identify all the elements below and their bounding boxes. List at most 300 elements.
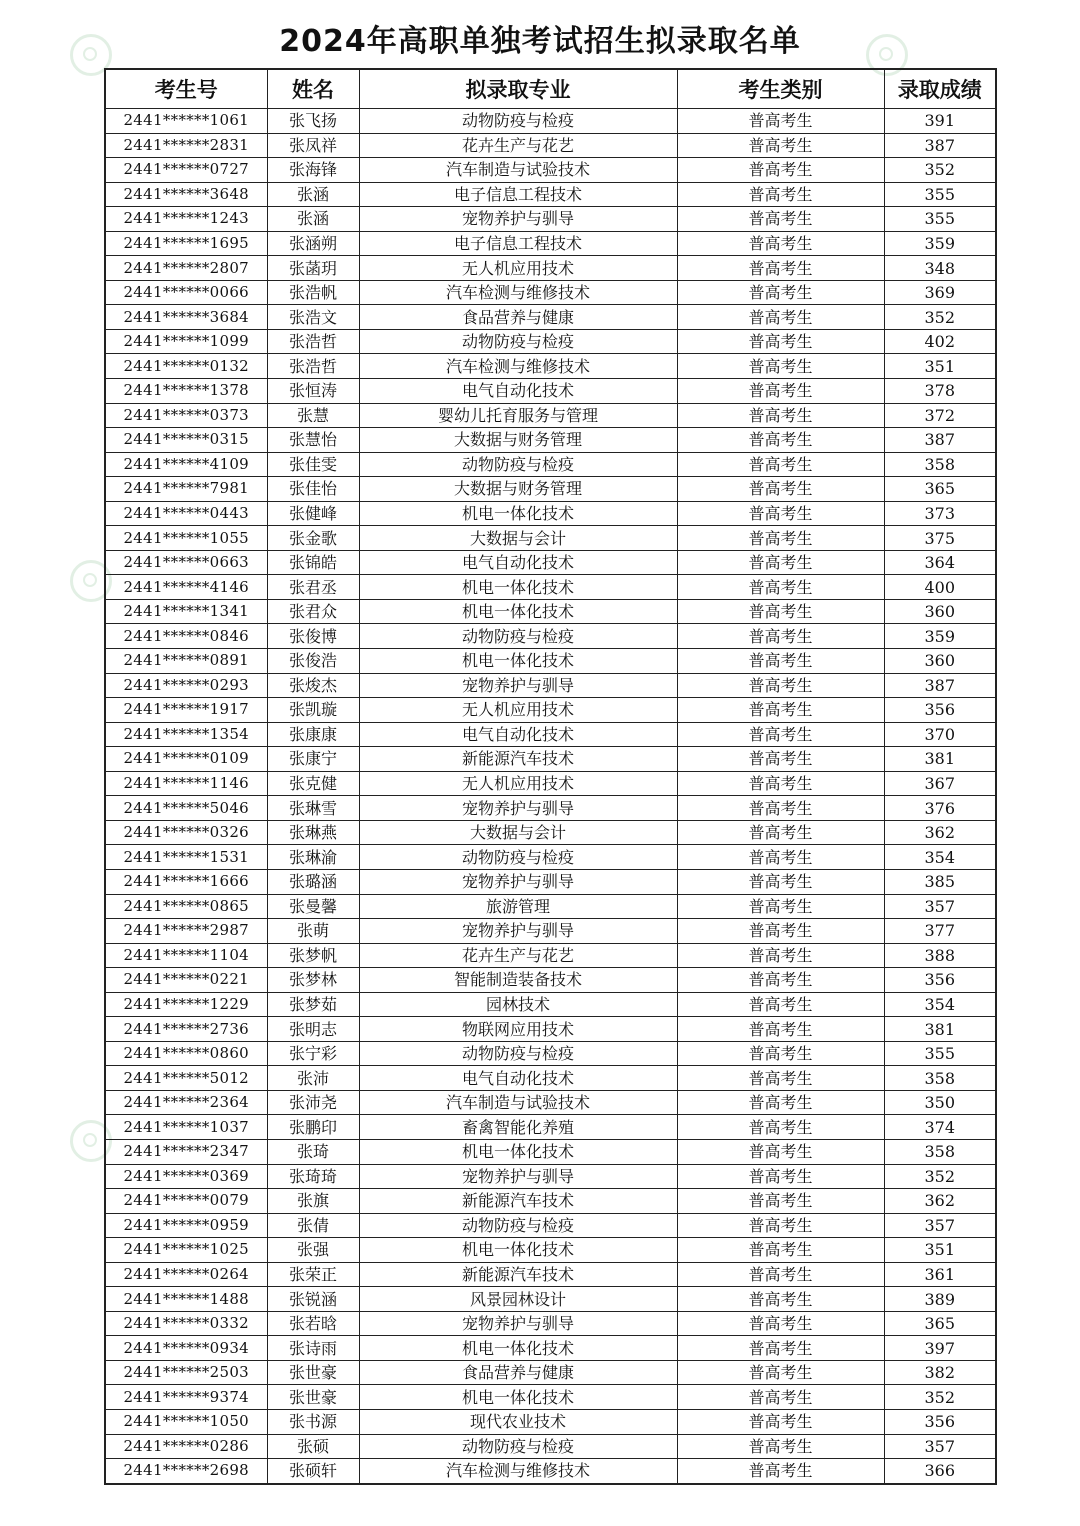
cell-score: 356: [884, 968, 996, 993]
cell-major: 电子信息工程技术: [359, 231, 677, 256]
table-row: [105, 280, 996, 305]
cell-score: 364: [884, 550, 996, 575]
column-header-category: 考生类别: [677, 69, 884, 109]
cell-name: 张涵朔: [267, 231, 359, 256]
cell-category: 普高考生: [677, 1385, 884, 1410]
table-row: [105, 1115, 996, 1140]
cell-score: 365: [884, 1311, 996, 1336]
cell-category: 普高考生: [677, 820, 884, 845]
cell-name: 张佳雯: [267, 452, 359, 477]
table-row: [105, 550, 996, 575]
cell-major: 食品营养与健康: [359, 1360, 677, 1385]
cell-category: 普高考生: [677, 1409, 884, 1434]
cell-major: 宠物养护与驯导: [359, 1311, 677, 1336]
cell-name: 张菡玥: [267, 256, 359, 281]
cell-exam-id: 2441******1037: [105, 1115, 267, 1140]
cell-category: 普高考生: [677, 354, 884, 379]
cell-name: 张飞扬: [267, 109, 359, 134]
table-row: [105, 771, 996, 796]
cell-major: 动物防疫与检疫: [359, 1041, 677, 1066]
cell-category: 普高考生: [677, 747, 884, 772]
cell-score: 402: [884, 329, 996, 354]
cell-name: 张海锋: [267, 158, 359, 183]
cell-category: 普高考生: [677, 796, 884, 821]
cell-name: 张锐涵: [267, 1287, 359, 1312]
cell-name: 张沛: [267, 1066, 359, 1091]
cell-name: 张焌杰: [267, 673, 359, 698]
table-row: [105, 722, 996, 747]
cell-score: 352: [884, 1385, 996, 1410]
cell-name: 张曼馨: [267, 894, 359, 919]
cell-category: 普高考生: [677, 305, 884, 330]
cell-major: 汽车检测与维修技术: [359, 280, 677, 305]
cell-score: 362: [884, 1189, 996, 1214]
cell-name: 张琦琦: [267, 1164, 359, 1189]
cell-exam-id: 2441******4109: [105, 452, 267, 477]
cell-score: 378: [884, 379, 996, 404]
admission-list-table: [104, 68, 997, 1485]
cell-name: 张涵: [267, 182, 359, 207]
cell-major: 机电一体化技术: [359, 575, 677, 600]
cell-exam-id: 2441******2807: [105, 256, 267, 281]
cell-name: 张君众: [267, 599, 359, 624]
cell-name: 张慧怡: [267, 428, 359, 453]
cell-exam-id: 2441******1229: [105, 992, 267, 1017]
cell-exam-id: 2441******5046: [105, 796, 267, 821]
cell-name: 张君丞: [267, 575, 359, 600]
cell-name: 张浩文: [267, 305, 359, 330]
cell-name: 张鹏印: [267, 1115, 359, 1140]
table-row: [105, 1360, 996, 1385]
cell-category: 普高考生: [677, 1017, 884, 1042]
table-row: [105, 231, 996, 256]
cell-exam-id: 2441******0293: [105, 673, 267, 698]
cell-name: 张浩哲: [267, 329, 359, 354]
table-row: [105, 747, 996, 772]
table-row: [105, 1287, 996, 1312]
cell-score: 359: [884, 624, 996, 649]
cell-name: 张琦: [267, 1139, 359, 1164]
cell-score: 367: [884, 771, 996, 796]
cell-major: 大数据与财务管理: [359, 428, 677, 453]
cell-exam-id: 2441******3648: [105, 182, 267, 207]
cell-score: 391: [884, 109, 996, 134]
cell-exam-id: 2441******0846: [105, 624, 267, 649]
cell-score: 388: [884, 943, 996, 968]
cell-major: 汽车检测与维修技术: [359, 354, 677, 379]
cell-score: 366: [884, 1459, 996, 1484]
cell-score: 387: [884, 673, 996, 698]
cell-category: 普高考生: [677, 1090, 884, 1115]
table-row: [105, 452, 996, 477]
table-row: [105, 354, 996, 379]
cell-score: 352: [884, 158, 996, 183]
cell-major: 电气自动化技术: [359, 722, 677, 747]
cell-category: 普高考生: [677, 1459, 884, 1484]
cell-score: 355: [884, 207, 996, 232]
table-row: [105, 992, 996, 1017]
cell-name: 张浩哲: [267, 354, 359, 379]
table-row: [105, 207, 996, 232]
cell-score: 359: [884, 231, 996, 256]
table-row: [105, 599, 996, 624]
cell-score: 385: [884, 869, 996, 894]
cell-exam-id: 2441******0332: [105, 1311, 267, 1336]
cell-category: 普高考生: [677, 968, 884, 993]
cell-score: 358: [884, 1066, 996, 1091]
cell-major: 无人机应用技术: [359, 256, 677, 281]
cell-name: 张梦茹: [267, 992, 359, 1017]
cell-score: 358: [884, 1139, 996, 1164]
table-row: [105, 943, 996, 968]
cell-major: 新能源汽车技术: [359, 747, 677, 772]
cell-major: 花卉生产与花艺: [359, 943, 677, 968]
cell-major: 动物防疫与检疫: [359, 329, 677, 354]
cell-category: 普高考生: [677, 1311, 884, 1336]
cell-name: 张若晗: [267, 1311, 359, 1336]
cell-exam-id: 2441******5012: [105, 1066, 267, 1091]
table-row: [105, 1189, 996, 1214]
cell-major: 电子信息工程技术: [359, 182, 677, 207]
cell-exam-id: 2441******1146: [105, 771, 267, 796]
cell-major: 物联网应用技术: [359, 1017, 677, 1042]
cell-major: 电气自动化技术: [359, 379, 677, 404]
cell-exam-id: 2441******1243: [105, 207, 267, 232]
cell-score: 376: [884, 796, 996, 821]
cell-score: 360: [884, 649, 996, 674]
table-row: [105, 305, 996, 330]
cell-major: 现代农业技术: [359, 1409, 677, 1434]
table-row: [105, 182, 996, 207]
cell-major: 新能源汽车技术: [359, 1262, 677, 1287]
cell-name: 张康宁: [267, 747, 359, 772]
table-row: [105, 649, 996, 674]
cell-name: 张俊浩: [267, 649, 359, 674]
cell-name: 张浩帆: [267, 280, 359, 305]
cell-score: 355: [884, 1041, 996, 1066]
table-row: [105, 575, 996, 600]
cell-major: 动物防疫与检疫: [359, 109, 677, 134]
cell-score: 350: [884, 1090, 996, 1115]
cell-name: 张硕轩: [267, 1459, 359, 1484]
cell-exam-id: 2441******0326: [105, 820, 267, 845]
cell-score: 381: [884, 1017, 996, 1042]
table-row: [105, 1385, 996, 1410]
cell-score: 373: [884, 501, 996, 526]
cell-score: 352: [884, 305, 996, 330]
cell-category: 普高考生: [677, 869, 884, 894]
cell-major: 大数据与会计: [359, 820, 677, 845]
cell-major: 大数据与会计: [359, 526, 677, 551]
cell-exam-id: 2441******1666: [105, 869, 267, 894]
cell-score: 362: [884, 820, 996, 845]
cell-major: 大数据与财务管理: [359, 477, 677, 502]
cell-category: 普高考生: [677, 428, 884, 453]
cell-major: 畜禽智能化养殖: [359, 1115, 677, 1140]
cell-exam-id: 2441******1050: [105, 1409, 267, 1434]
cell-major: 智能制造装备技术: [359, 968, 677, 993]
table-row: [105, 968, 996, 993]
cell-name: 张萌: [267, 919, 359, 944]
cell-name: 张宁彩: [267, 1041, 359, 1066]
cell-category: 普高考生: [677, 771, 884, 796]
cell-exam-id: 2441******2831: [105, 133, 267, 158]
cell-score: 354: [884, 845, 996, 870]
cell-score: 400: [884, 575, 996, 600]
table-row: [105, 1311, 996, 1336]
cell-name: 张荣正: [267, 1262, 359, 1287]
cell-exam-id: 2441******0443: [105, 501, 267, 526]
cell-category: 普高考生: [677, 550, 884, 575]
cell-score: 360: [884, 599, 996, 624]
cell-major: 花卉生产与花艺: [359, 133, 677, 158]
admission-list-table-container: [104, 68, 995, 1485]
cell-category: 普高考生: [677, 673, 884, 698]
cell-category: 普高考生: [677, 1115, 884, 1140]
cell-score: 369: [884, 280, 996, 305]
cell-major: 婴幼儿托育服务与管理: [359, 403, 677, 428]
cell-exam-id: 2441******1378: [105, 379, 267, 404]
cell-major: 机电一体化技术: [359, 599, 677, 624]
table-row: [105, 919, 996, 944]
cell-name: 张涵: [267, 207, 359, 232]
cell-major: 宠物养护与驯导: [359, 673, 677, 698]
cell-category: 普高考生: [677, 109, 884, 134]
cell-name: 张世豪: [267, 1360, 359, 1385]
cell-major: 宠物养护与驯导: [359, 796, 677, 821]
cell-exam-id: 2441******1531: [105, 845, 267, 870]
table-header-row: [105, 69, 996, 109]
table-row: [105, 403, 996, 428]
cell-score: 351: [884, 354, 996, 379]
cell-category: 普高考生: [677, 698, 884, 723]
cell-major: 动物防疫与检疫: [359, 452, 677, 477]
cell-major: 机电一体化技术: [359, 1336, 677, 1361]
cell-name: 张慧: [267, 403, 359, 428]
cell-name: 张健峰: [267, 501, 359, 526]
cell-category: 普高考生: [677, 1041, 884, 1066]
table-row: [105, 1164, 996, 1189]
cell-exam-id: 2441******2987: [105, 919, 267, 944]
cell-name: 张沛尧: [267, 1090, 359, 1115]
table-row: [105, 501, 996, 526]
cell-category: 普高考生: [677, 1262, 884, 1287]
cell-major: 宠物养护与驯导: [359, 207, 677, 232]
table-row: [105, 109, 996, 134]
cell-name: 张倩: [267, 1213, 359, 1238]
table-row: [105, 673, 996, 698]
table-row: [105, 869, 996, 894]
cell-major: 汽车制造与试验技术: [359, 158, 677, 183]
cell-exam-id: 2441******1341: [105, 599, 267, 624]
cell-category: 普高考生: [677, 403, 884, 428]
cell-score: 352: [884, 1164, 996, 1189]
cell-score: 365: [884, 477, 996, 502]
cell-category: 普高考生: [677, 329, 884, 354]
table-row: [105, 796, 996, 821]
table-row: [105, 845, 996, 870]
cell-score: 356: [884, 698, 996, 723]
cell-name: 张俊博: [267, 624, 359, 649]
table-row: [105, 477, 996, 502]
cell-score: 358: [884, 452, 996, 477]
cell-name: 张书源: [267, 1409, 359, 1434]
cell-name: 张梦林: [267, 968, 359, 993]
cell-category: 普高考生: [677, 452, 884, 477]
cell-category: 普高考生: [677, 845, 884, 870]
cell-name: 张梦帆: [267, 943, 359, 968]
cell-exam-id: 2441******0369: [105, 1164, 267, 1189]
table-row: [105, 1139, 996, 1164]
cell-score: 389: [884, 1287, 996, 1312]
cell-score: 351: [884, 1238, 996, 1263]
cell-category: 普高考生: [677, 231, 884, 256]
cell-major: 旅游管理: [359, 894, 677, 919]
cell-exam-id: 2441******2347: [105, 1139, 267, 1164]
column-header-score: 录取成绩: [884, 69, 996, 109]
cell-category: 普高考生: [677, 575, 884, 600]
cell-category: 普高考生: [677, 1434, 884, 1459]
cell-name: 张硕: [267, 1434, 359, 1459]
table-row: [105, 329, 996, 354]
cell-score: 370: [884, 722, 996, 747]
cell-major: 汽车检测与维修技术: [359, 1459, 677, 1484]
table-row: [105, 526, 996, 551]
column-header-major: 拟录取专业: [359, 69, 677, 109]
cell-category: 普高考生: [677, 649, 884, 674]
cell-major: 机电一体化技术: [359, 649, 677, 674]
cell-category: 普高考生: [677, 477, 884, 502]
cell-score: 357: [884, 1434, 996, 1459]
cell-name: 张恒涛: [267, 379, 359, 404]
table-row: [105, 379, 996, 404]
cell-exam-id: 2441******2364: [105, 1090, 267, 1115]
table-row: [105, 820, 996, 845]
table-row: [105, 1041, 996, 1066]
table-row: [105, 1409, 996, 1434]
cell-name: 张金歌: [267, 526, 359, 551]
cell-name: 张强: [267, 1238, 359, 1263]
cell-exam-id: 2441******0663: [105, 550, 267, 575]
cell-exam-id: 2441******1917: [105, 698, 267, 723]
cell-exam-id: 2441******0221: [105, 968, 267, 993]
table-row: [105, 158, 996, 183]
cell-category: 普高考生: [677, 1238, 884, 1263]
table-row: [105, 1090, 996, 1115]
cell-name: 张琳燕: [267, 820, 359, 845]
table-row: [105, 1238, 996, 1263]
cell-score: 375: [884, 526, 996, 551]
cell-category: 普高考生: [677, 1139, 884, 1164]
cell-category: 普高考生: [677, 894, 884, 919]
cell-exam-id: 2441******0079: [105, 1189, 267, 1214]
column-header-name: 姓名: [267, 69, 359, 109]
table-row: [105, 1017, 996, 1042]
cell-major: 宠物养护与驯导: [359, 869, 677, 894]
cell-exam-id: 2441******1488: [105, 1287, 267, 1312]
cell-category: 普高考生: [677, 158, 884, 183]
cell-major: 电气自动化技术: [359, 1066, 677, 1091]
cell-major: 动物防疫与检疫: [359, 845, 677, 870]
cell-score: 372: [884, 403, 996, 428]
table-row: [105, 894, 996, 919]
table-body: [105, 109, 996, 1484]
cell-exam-id: 2441******2736: [105, 1017, 267, 1042]
cell-major: 机电一体化技术: [359, 501, 677, 526]
cell-major: 动物防疫与检疫: [359, 1434, 677, 1459]
cell-name: 张佳怡: [267, 477, 359, 502]
cell-category: 普高考生: [677, 1189, 884, 1214]
cell-score: 361: [884, 1262, 996, 1287]
cell-exam-id: 2441******1061: [105, 109, 267, 134]
column-header-exam-id: 考生号: [105, 69, 267, 109]
cell-major: 动物防疫与检疫: [359, 624, 677, 649]
cell-major: 新能源汽车技术: [359, 1189, 677, 1214]
cell-major: 动物防疫与检疫: [359, 1213, 677, 1238]
cell-category: 普高考生: [677, 1213, 884, 1238]
table-row: [105, 698, 996, 723]
cell-exam-id: 2441******1099: [105, 329, 267, 354]
table-row: [105, 1336, 996, 1361]
cell-exam-id: 2441******0891: [105, 649, 267, 674]
cell-exam-id: 2441******0860: [105, 1041, 267, 1066]
cell-exam-id: 2441******1055: [105, 526, 267, 551]
cell-exam-id: 2441******1354: [105, 722, 267, 747]
cell-exam-id: 2441******0315: [105, 428, 267, 453]
cell-exam-id: 2441******3684: [105, 305, 267, 330]
cell-major: 无人机应用技术: [359, 771, 677, 796]
cell-exam-id: 2441******2503: [105, 1360, 267, 1385]
cell-category: 普高考生: [677, 1066, 884, 1091]
cell-major: 食品营养与健康: [359, 305, 677, 330]
cell-major: 汽车制造与试验技术: [359, 1090, 677, 1115]
cell-score: 382: [884, 1360, 996, 1385]
table-row: [105, 428, 996, 453]
cell-exam-id: 2441******7981: [105, 477, 267, 502]
cell-major: 机电一体化技术: [359, 1238, 677, 1263]
cell-major: 机电一体化技术: [359, 1385, 677, 1410]
cell-category: 普高考生: [677, 256, 884, 281]
cell-exam-id: 2441******0264: [105, 1262, 267, 1287]
table-row: [105, 1213, 996, 1238]
cell-score: 348: [884, 256, 996, 281]
cell-exam-id: 2441******0286: [105, 1434, 267, 1459]
cell-name: 张世豪: [267, 1385, 359, 1410]
cell-score: 356: [884, 1409, 996, 1434]
cell-exam-id: 2441******0066: [105, 280, 267, 305]
cell-category: 普高考生: [677, 599, 884, 624]
cell-exam-id: 2441******0934: [105, 1336, 267, 1361]
cell-name: 张明志: [267, 1017, 359, 1042]
cell-score: 397: [884, 1336, 996, 1361]
cell-category: 普高考生: [677, 919, 884, 944]
cell-score: 374: [884, 1115, 996, 1140]
cell-exam-id: 2441******0132: [105, 354, 267, 379]
cell-category: 普高考生: [677, 501, 884, 526]
cell-score: 387: [884, 133, 996, 158]
table-row: [105, 133, 996, 158]
cell-category: 普高考生: [677, 943, 884, 968]
cell-category: 普高考生: [677, 133, 884, 158]
table-row: [105, 1066, 996, 1091]
cell-category: 普高考生: [677, 280, 884, 305]
table-row: [105, 1262, 996, 1287]
cell-name: 张琳渝: [267, 845, 359, 870]
cell-exam-id: 2441******1025: [105, 1238, 267, 1263]
cell-score: 355: [884, 182, 996, 207]
cell-name: 张锦皓: [267, 550, 359, 575]
cell-score: 381: [884, 747, 996, 772]
